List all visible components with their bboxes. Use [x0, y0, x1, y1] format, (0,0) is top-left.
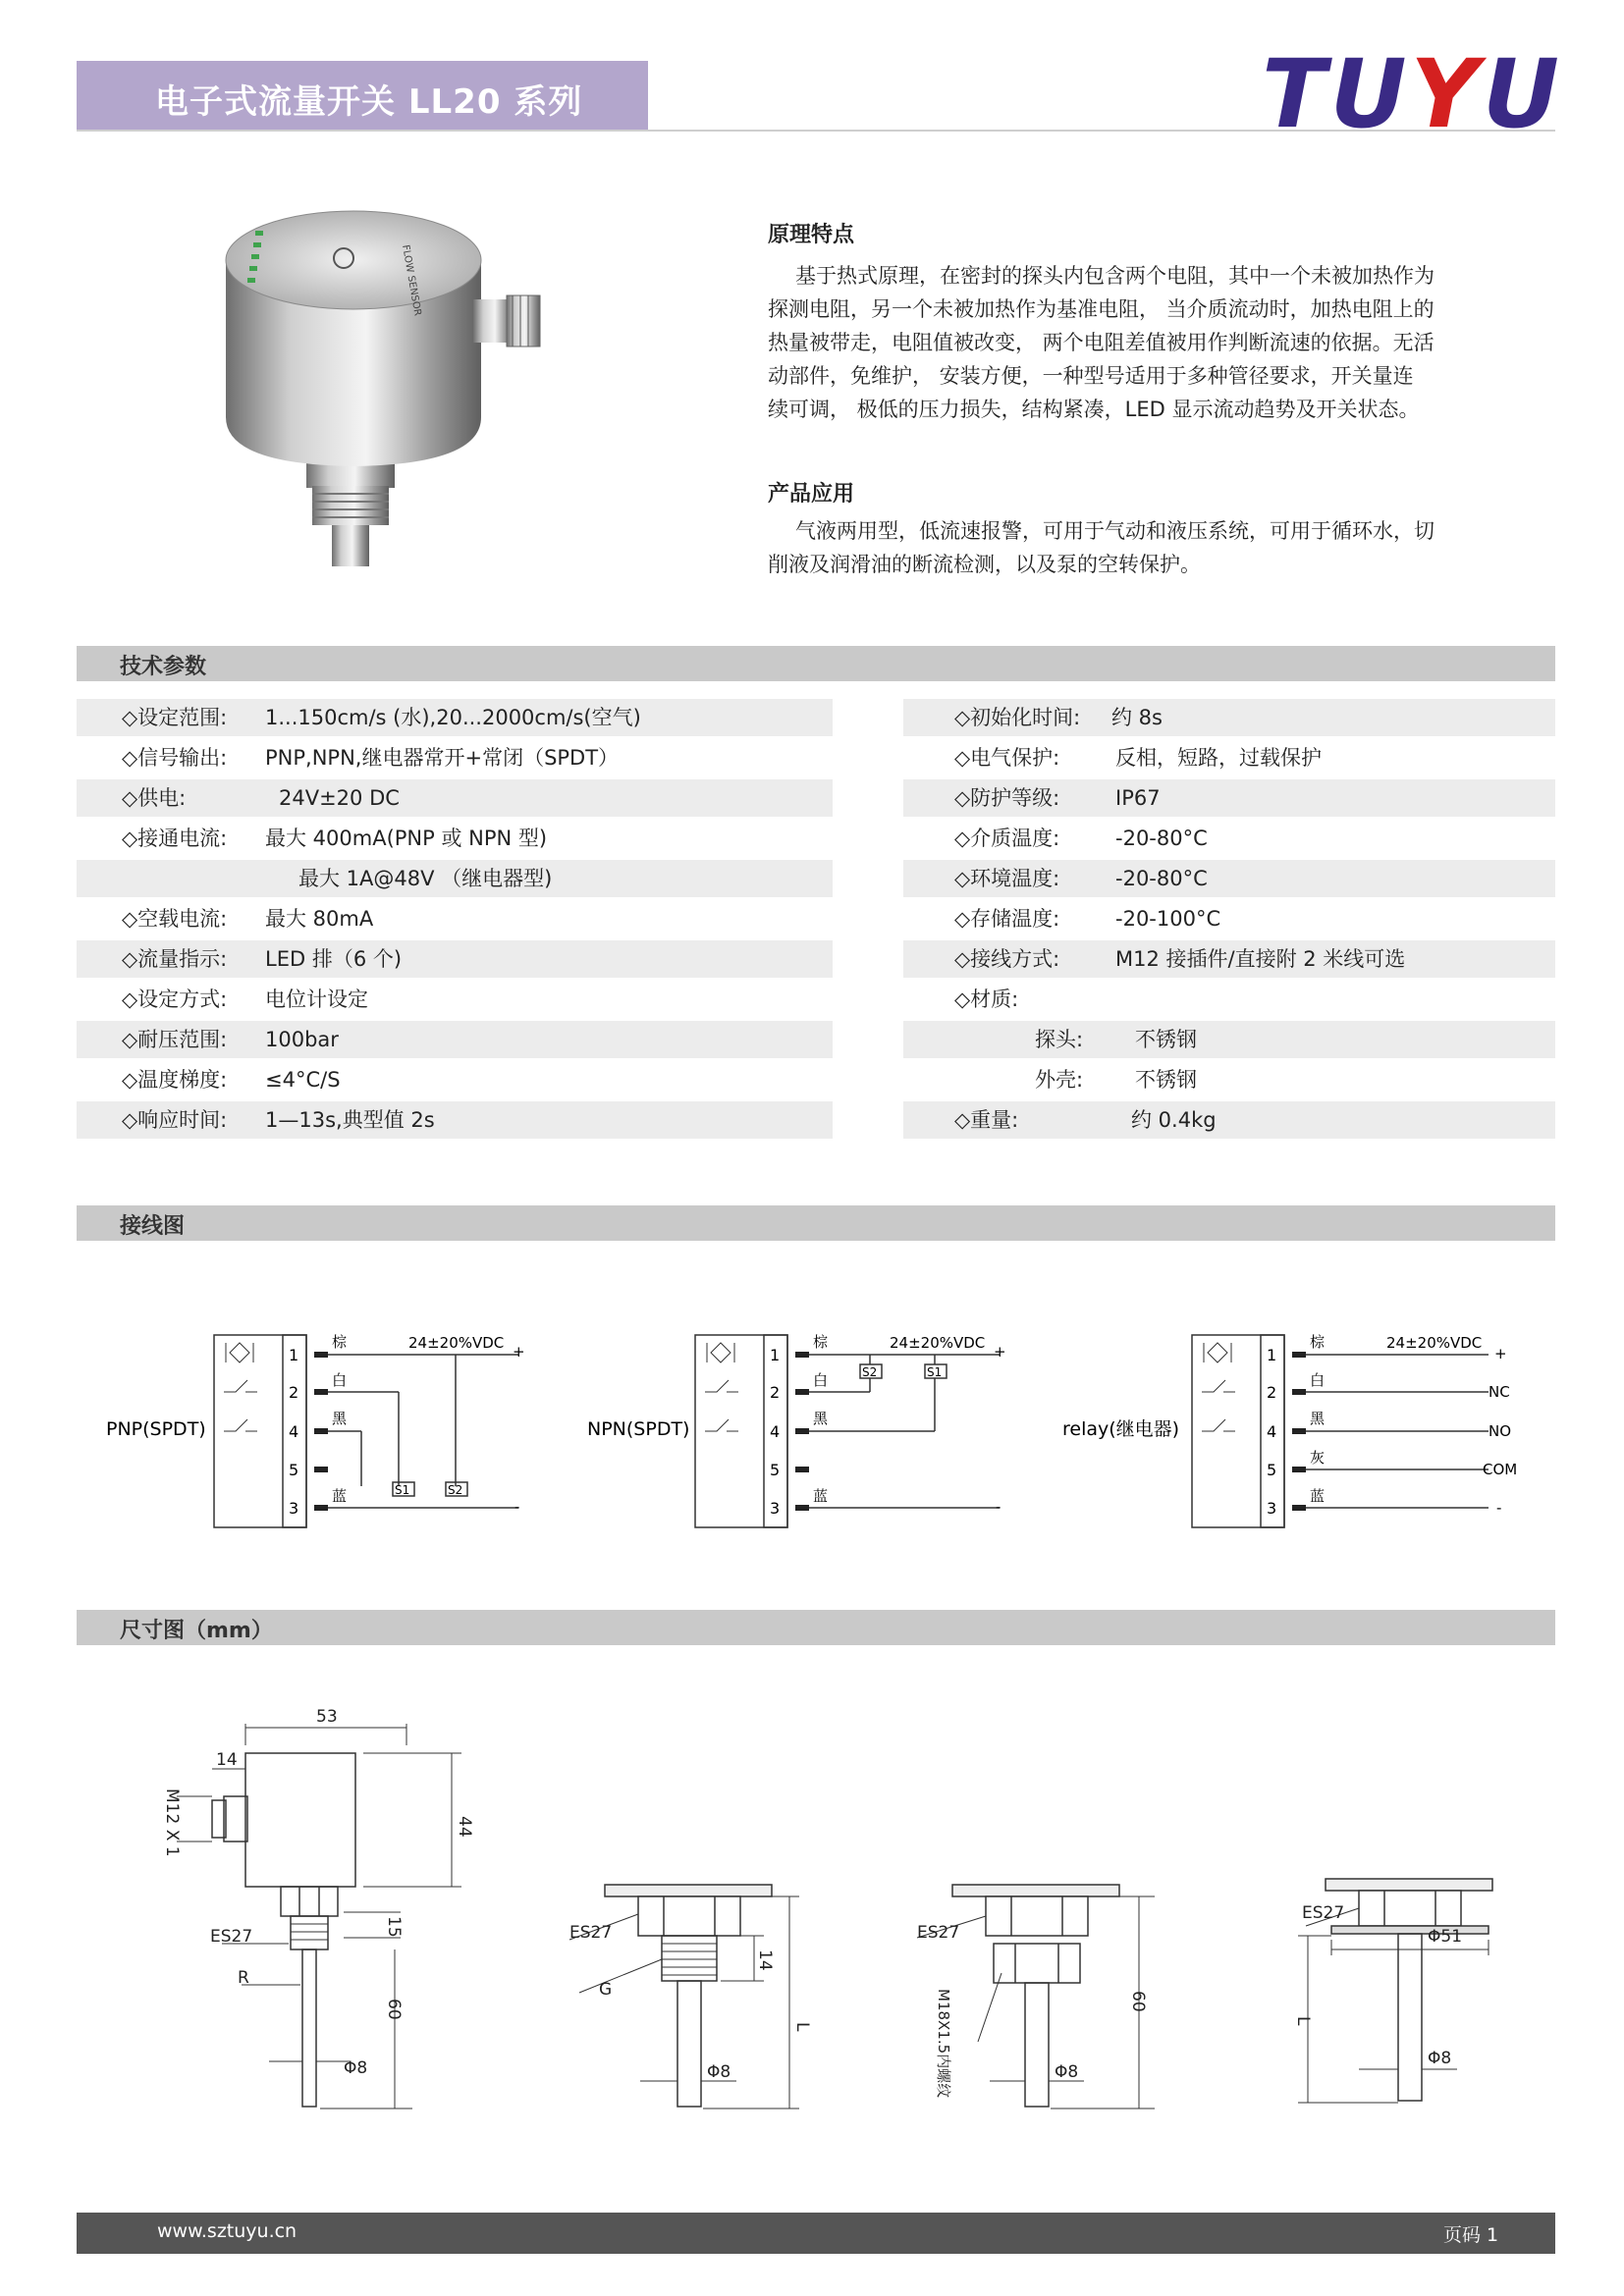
spec-row: [77, 981, 833, 1018]
pin-number: 1: [289, 1346, 299, 1364]
supply-label: 24±20%VDC: [890, 1334, 986, 1352]
pin-number: 5: [770, 1461, 781, 1479]
principle-text: [768, 259, 1514, 426]
spec-row: [903, 699, 1555, 736]
pin-number: 1: [770, 1346, 781, 1364]
com-label: COM: [1483, 1461, 1518, 1478]
dim-label: 53: [316, 1707, 338, 1727]
spec-label: ◇供电:: [122, 786, 187, 810]
spec-row: [77, 1061, 833, 1098]
spec-value: PNP,NPN,继电器常开+常闭（SPDT）: [265, 746, 620, 770]
pin-number: 4: [1267, 1422, 1277, 1441]
spec-row: [77, 820, 833, 857]
specs-right-table: [903, 699, 1555, 1150]
specs-section-band: [77, 646, 1555, 681]
dim-label: Φ8: [1055, 2062, 1079, 2082]
spec-label: 探头:: [1035, 1028, 1084, 1051]
dim-label: ES27: [569, 1923, 613, 1943]
spec-value: 1—13s,典型值 2s: [265, 1108, 435, 1132]
dim-label: ES27: [917, 1923, 960, 1943]
wiring-diagrams: [98, 1315, 1551, 1541]
pin-number: 2: [1267, 1383, 1277, 1402]
pin-number: 1: [1267, 1346, 1277, 1364]
plus-label: +: [994, 1343, 1006, 1361]
spec-label: ◇耐压范围:: [122, 1028, 228, 1051]
spec-row: [903, 940, 1555, 978]
spec-value: 1...150cm/s (水),20...2000cm/s(空气): [265, 706, 641, 729]
footer-website-link[interactable]: www.sztuyu.cn: [157, 2220, 298, 2242]
spec-label: ◇介质温度:: [954, 827, 1060, 850]
wire-color-label: 灰: [1310, 1449, 1326, 1467]
relay-diagram: [1062, 1333, 1517, 1527]
spec-value: 反相，短路，过载保护: [1115, 746, 1322, 770]
spec-label: ◇防护等级:: [954, 786, 1060, 810]
spec-value: -20-80°C: [1115, 867, 1208, 890]
npn-diagram: [587, 1333, 1006, 1527]
wire-color-label: 白: [813, 1371, 829, 1389]
pnp-title: PNP(SPDT): [106, 1418, 206, 1440]
dim-label: Φ8: [707, 2062, 731, 2082]
wire-color-label: 黑: [1310, 1410, 1326, 1427]
spec-label: ◇电气保护:: [954, 746, 1060, 770]
spec-label: 外壳:: [1035, 1068, 1084, 1092]
spec-label: ◇设定方式:: [122, 988, 228, 1011]
dim-label: G: [599, 1980, 613, 2000]
pin-number: 2: [289, 1383, 299, 1402]
spec-value: 最大 400mA(PNP 或 NPN 型): [265, 827, 548, 850]
dim-label: L: [1293, 2016, 1313, 2026]
wire-color-label: 白: [1310, 1371, 1326, 1389]
npn-title: NPN(SPDT): [587, 1418, 690, 1440]
dim-label: L: [792, 2022, 812, 2032]
dim-label: ES27: [210, 1927, 253, 1947]
spec-value: 24V±20 DC: [279, 786, 400, 810]
dim-label: 60: [1128, 1991, 1148, 2012]
pin-number: 3: [1267, 1499, 1277, 1518]
spec-row: [77, 900, 833, 937]
dim-label: 14: [755, 1949, 775, 1971]
wire-color-label: 蓝: [1310, 1487, 1326, 1505]
pin-number: 3: [770, 1499, 781, 1518]
spec-label: ◇信号输出:: [122, 746, 228, 770]
spec-value: 电位计设定: [265, 988, 368, 1011]
pin-number: 3: [289, 1499, 299, 1518]
dim-label: 15: [384, 1916, 404, 1938]
spec-value: M12 接插件/直接附 2 米线可选: [1115, 947, 1406, 971]
switch-label: S1: [395, 1483, 410, 1497]
wire-color-label: 白: [332, 1371, 348, 1389]
spec-label: ◇材质:: [954, 988, 1019, 1011]
spec-label: ◇初始化时间:: [954, 706, 1081, 729]
pin-number: 5: [289, 1461, 299, 1479]
brand-logo: TUYU: [1262, 39, 1563, 149]
footer-bar: [77, 2213, 1555, 2254]
spec-label: ◇温度梯度:: [122, 1068, 228, 1092]
supply-label: 24±20%VDC: [408, 1334, 505, 1352]
switch-label: S1: [927, 1365, 943, 1379]
page-number: 页码 1: [1443, 2224, 1499, 2246]
relay-title: relay(继电器): [1062, 1418, 1180, 1440]
principle-line: 动部件，免维护， 安装方便，一种型号适用于多种管径要求，开关量连: [768, 364, 1414, 388]
principle-line: 基于热式原理，在密封的探头内包含两个电阻，其中一个未被加热作为: [795, 264, 1435, 288]
application-text: [768, 514, 1514, 581]
spec-value: 不锈钢: [1135, 1028, 1197, 1051]
spec-row: [903, 900, 1555, 937]
principle-line: 探测电阻，另一个未被加热作为基准电阻， 当介质流动时，加热电阻上的: [768, 297, 1435, 321]
spec-label: ◇流量指示:: [122, 947, 228, 971]
dimensions-section-band: [77, 1610, 1555, 1645]
pin-number: 2: [770, 1383, 781, 1402]
spec-value: -20-100°C: [1115, 907, 1221, 931]
pin-number: 5: [1267, 1461, 1277, 1479]
spec-value: 不锈钢: [1135, 1068, 1197, 1092]
pin-number: 4: [289, 1422, 299, 1441]
spec-label: ◇响应时间:: [122, 1108, 228, 1132]
minus-label: -: [514, 1498, 520, 1516]
spec-row: [903, 1021, 1555, 1058]
spec-row: [903, 981, 1555, 1018]
spec-row: [77, 699, 833, 736]
spec-value: 约 0.4kg: [1131, 1108, 1217, 1132]
spec-label: ◇重量:: [954, 1108, 1019, 1132]
wiring-section-band: [77, 1205, 1555, 1241]
spec-value: IP67: [1115, 786, 1161, 810]
dimensions-heading: 尺寸图（mm）: [120, 1619, 273, 1643]
spec-value: 约 8s: [1111, 706, 1163, 729]
full-sensor-drawing: [177, 1724, 461, 2109]
dim-label: 14: [216, 1750, 238, 1770]
spec-value: 最大 1A@48V （继电器型): [298, 867, 553, 890]
product-photo: [216, 201, 589, 574]
plus-label: +: [1494, 1345, 1507, 1362]
spec-row: [903, 820, 1555, 857]
dim-label: R: [238, 1968, 249, 1988]
dim-label: ES27: [1302, 1903, 1345, 1923]
wire-color-label: 蓝: [332, 1487, 348, 1505]
specs-heading: 技术参数: [120, 655, 207, 679]
pin-number: 4: [770, 1422, 781, 1441]
application-line: 气液两用型，低流速报警，可用于气动和液压系统，可用于循环水，切: [795, 519, 1435, 543]
principle-line: 热量被带走，电阻值被改变， 两个电阻差值被用作判断流速的依据。无活: [768, 331, 1435, 354]
supply-label: 24±20%VDC: [1386, 1334, 1483, 1352]
spec-row: [903, 860, 1555, 897]
dim-label: 44: [455, 1816, 474, 1838]
wire-color-label: 棕: [1310, 1333, 1326, 1351]
spec-row: [903, 1061, 1555, 1098]
no-label: NO: [1489, 1422, 1512, 1440]
application-heading: 产品应用: [768, 482, 855, 507]
wire-color-label: 棕: [813, 1333, 829, 1351]
product-label: FLOW SENSOR: [400, 243, 423, 317]
spec-label: ◇空载电流:: [122, 907, 228, 931]
spec-label: ◇接线方式:: [954, 947, 1060, 971]
plus-label: +: [513, 1343, 525, 1361]
spec-row: [77, 1101, 833, 1139]
nc-label: NC: [1489, 1383, 1510, 1401]
spec-label: ◇设定范围:: [122, 706, 228, 729]
spec-row: [903, 739, 1555, 776]
dim-label: Φ8: [344, 2058, 368, 2078]
dim-label: M18X1.5内螺纹: [935, 1989, 952, 2099]
spec-value: 最大 80mA: [265, 907, 374, 931]
switch-label: S2: [862, 1365, 878, 1379]
wire-color-label: 蓝: [813, 1487, 829, 1505]
switch-label: S2: [448, 1483, 463, 1497]
dimension-drawings: [147, 1698, 1542, 2160]
spec-label: ◇接通电流:: [122, 827, 228, 850]
principle-heading: 原理特点: [768, 223, 855, 247]
principle-line: 续可调， 极低的压力损失，结构紧凑，LED 显示流动趋势及开关状态。: [768, 398, 1420, 421]
spec-label: ◇环境温度:: [954, 867, 1060, 890]
wire-color-label: 黑: [332, 1410, 348, 1427]
page-title: 电子式流量开关 LL20 系列: [155, 82, 583, 122]
dim-label: M12 X 1: [162, 1789, 182, 1857]
spec-value: ≤4°C/S: [265, 1068, 341, 1092]
application-line: 削液及润滑油的断流检测，以及泵的空转保护。: [768, 553, 1201, 576]
wire-color-label: 棕: [332, 1333, 348, 1351]
spec-row: [77, 779, 833, 817]
wire-color-label: 黑: [813, 1410, 829, 1427]
spec-row: [77, 860, 833, 897]
spec-label: ◇存储温度:: [954, 907, 1060, 931]
dim-label: Φ51: [1428, 1927, 1463, 1947]
minus-label: -: [1496, 1499, 1502, 1517]
spec-row: [903, 779, 1555, 817]
dim-label: Φ8: [1428, 2049, 1452, 2068]
spec-value: 100bar: [265, 1028, 339, 1051]
pnp-diagram: [106, 1333, 525, 1527]
spec-row: [77, 940, 833, 978]
dim-label: 60: [384, 1999, 404, 2020]
spec-value: LED 排（6 个): [265, 947, 403, 971]
specs-left-table: [77, 699, 833, 1150]
spec-row: [77, 1021, 833, 1058]
wiring-heading: 接线图: [120, 1214, 186, 1239]
spec-row: [77, 739, 833, 776]
spec-row: [903, 1101, 1555, 1139]
minus-label: -: [996, 1498, 1001, 1516]
spec-value: -20-80°C: [1115, 827, 1208, 850]
